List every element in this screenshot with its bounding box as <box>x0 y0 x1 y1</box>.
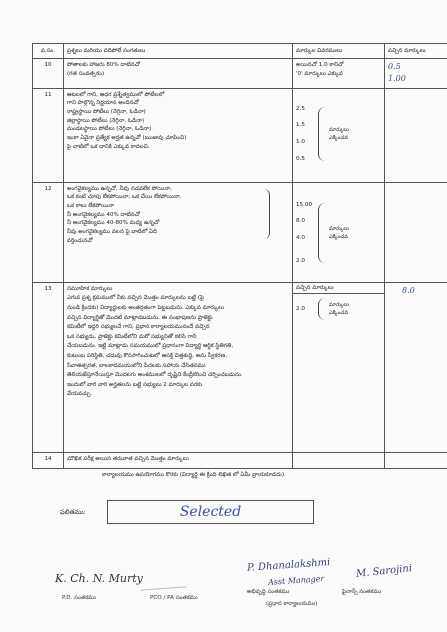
question-line: ఒక కంటి చూపు లేకపోయినా, ఒక చేయి లేకపోయినా, <box>67 194 182 201</box>
question-line: నీ అంగవైకల్యము 40-80% మధ్య ఉన్నచో <box>67 220 160 227</box>
question-line: వేయవచ్చు. <box>67 391 93 398</box>
signature-caption: అభివృద్ధి సంతకము <box>247 589 290 595</box>
score-value: 0.5 <box>296 155 305 162</box>
score-scale <box>296 185 381 266</box>
handwritten-mark: 0.5 <box>388 62 401 71</box>
header-serial: వ.సం. <box>33 44 64 59</box>
row-marks-received <box>385 59 447 89</box>
signature-caption: P.D. సంతకము <box>62 595 97 601</box>
score-value: 2.0 <box>296 257 305 264</box>
result-value: Selected <box>179 504 242 520</box>
row-question <box>64 452 293 468</box>
score-caption: ఎక్కించవ <box>329 135 349 142</box>
row-mark-detail <box>293 452 385 468</box>
row-question <box>64 88 293 182</box>
signature-caption: PCO / PA సంతకము <box>150 595 198 601</box>
row-marks-received <box>385 88 447 182</box>
question-line: ఎగువ ప్రశ్న క్రమములో నీకు వచ్చిన మొత్తం మార్కులను బట్టి (పై <box>67 295 205 302</box>
row-number: 11 <box>33 88 64 182</box>
question-line: నీవు అంగవైకల్యము వలన పై వాటిలో ఏది <box>67 229 157 236</box>
score-scale <box>296 91 381 164</box>
header-mark-details: మార్కుల వివరములు <box>293 44 385 59</box>
signature-caption: ఫైనాన్స్ సంతకము <box>342 589 382 595</box>
handwritten-mark: 8.0 <box>402 285 415 295</box>
row-mark-detail <box>293 282 385 452</box>
question-title: సమూహిక మార్కులు <box>67 285 113 292</box>
question-line: ఇందులో వారి వారి అర్హతలను బట్టి సభ్యులు 2 మార్కుల వరకు <box>67 381 203 388</box>
question-line: వచ్చిన విద్యార్థితో మొదటి మాట్లాడబడును. ఈ సంభాషణను ప్రాజెక్టు <box>67 314 213 321</box>
marks-received-label: వచ్చిన మార్కులు <box>293 283 384 295</box>
table-row <box>33 88 447 182</box>
brace-icon <box>318 107 325 162</box>
question-line: కమిటీలో ఇద్దరి సభ్యులచే గాని, ప్రధాన కార్యాలయమునందే వచ్చిన <box>67 324 210 331</box>
score-caption: ఎక్కించవ <box>329 310 349 317</box>
row-mark-detail <box>293 59 385 89</box>
score-value: 15.00 <box>296 201 313 208</box>
question-line: ఒక సభ్యుడు, ప్రాజెక్టు కమిటీలోని మరో సభ్యునితో కలిసి గాని <box>67 333 197 340</box>
question-line: చేయబడును. ఇట్టి మాట్లాడు సమయములో ప్రధానంగా విద్యార్థి ఆర్థిక స్థితిగతి, <box>67 343 234 350</box>
score-caption: ఎక్కించవ <box>329 234 349 241</box>
question-line: ఆటలలో గాని, ఆధర ప్రశ్నేత్వములో పోటీలలో <box>67 91 165 98</box>
row-question <box>64 59 293 89</box>
header-marks-received: వచ్చిన మార్కులు <box>385 44 447 59</box>
question-line: వర్తించునచో <box>67 237 93 244</box>
detail-line: '0' మార్కులు ఎక్కువ <box>296 70 344 77</box>
score-value: 2.0 <box>296 306 305 313</box>
result-label: ఫలితము: <box>60 508 86 516</box>
question-line: (గత సంవత్సరం) <box>67 70 105 77</box>
table-row <box>33 452 447 468</box>
brace-icon <box>318 203 325 264</box>
bracket-icon <box>264 189 270 239</box>
row-number: 14 <box>33 452 64 468</box>
question-line: సేవాతత్పరత, బాలకాదమయులోని పేదలకు సహాయ చేసితనము <box>67 362 206 369</box>
row-number: 10 <box>33 59 64 89</box>
question-line: జిల్లాస్థాయి పోటీలు (నెగ్గినా, ఓడినా) <box>67 117 145 124</box>
question-line: మండలస్థాయి పోటీలు (నెగ్గినా, ఓడినా) <box>67 126 152 133</box>
handwritten-mark: 1.00 <box>388 74 406 84</box>
question-line: ఒక కాలు లేకపోయినా <box>67 203 114 210</box>
score-caption: మార్కులు <box>329 302 349 309</box>
row-mark-detail <box>293 182 385 282</box>
row-marks-received <box>385 452 447 468</box>
signature-title: Asst Manager <box>267 574 325 587</box>
question-line: నుండి క్రిందకు) విద్యార్థులకు అంతర్గతంగా పెట్టబడును. ఎక్కువ మార్కులు <box>67 305 225 311</box>
signature-pd: K. Ch. N. Murty <box>55 572 143 585</box>
score-value: 8.0 <box>296 218 305 225</box>
question-line: పోతాలకు హాజరు 80% దాటినచో <box>67 62 140 68</box>
marks-table <box>32 43 447 469</box>
table-row <box>33 59 447 89</box>
signature-caption: (ప్రధాన కార్యాలయము) <box>266 601 318 607</box>
question-line: ఇంకా ఏవైనా ప్రత్యేక అర్హత ఉన్నచో (ఋజువు చూపించి) <box>67 135 187 142</box>
score-value: 1.0 <box>296 139 305 146</box>
question-line: పై వాటిలో ఒక దానికి ఎక్కువ కాదలచి. <box>67 143 150 150</box>
question-line: నీ అంగవైకల్యము 40% దాటినచో <box>67 211 140 218</box>
question-line: రాష్ట్రస్థాయి పోటీలు (నెగ్గినా, ఓడినా) <box>67 109 146 116</box>
table-row <box>33 182 447 282</box>
detail-line: అయినచో 1.0 కానిచో <box>296 62 344 68</box>
score-value: 1.5 <box>296 122 305 129</box>
score-value: 4.0 <box>296 235 305 242</box>
office-use-note: కార్యాలయము ఉపయోగము కొరకు (విద్యార్థి ఈ క్రింది లిఖిత లో ఏమీ వ్రాయకూడదు). <box>102 472 286 478</box>
row-number: 12 <box>33 182 64 282</box>
brace-icon <box>318 298 325 320</box>
score-value: 2.5 <box>296 105 305 112</box>
score-caption: మార్కులు <box>329 225 349 232</box>
header-questions: ప్రశ్నలు మరియు వదిపోలే సంగతులు <box>64 44 293 59</box>
table-row <box>33 282 447 452</box>
question-line: కుటుంబ పరిస్థితి, చదువు కొనసాగించుటలో ఆసక్తి చిత్తశుద్ధి, అను స్వీకరణ, <box>67 353 227 360</box>
score-scale <box>296 296 381 322</box>
row-mark-detail <box>293 88 385 182</box>
row-marks-received <box>385 282 447 452</box>
question-line: అంగవైకల్యము ఉన్నచో, నీవు నడవలేక పోయినా, <box>67 185 173 192</box>
result-field <box>107 500 314 524</box>
row-question <box>64 182 293 282</box>
question-line: తెలియజేస్తూనేయిస్తూ మొదలగు అంశములలో దృష్టిని కేంద్రీకరించి చర్చించబడును. <box>67 372 243 379</box>
table-header-row <box>33 44 447 59</box>
signature-finance: M. Sarojini <box>355 563 413 580</box>
question-line: గాని పాల్గొన్న నిర్ణయాన అందినచో <box>67 100 139 107</box>
row-marks-received <box>385 182 447 282</box>
question-line: మౌఖిక పరీక్ష అయిన తరువాత వచ్చిన మొత్తం మార్కులు <box>67 455 189 462</box>
row-number: 13 <box>33 282 64 452</box>
score-caption: మార్కులు <box>329 126 349 133</box>
signature-development: P. Dhanalakshmi <box>246 557 331 574</box>
row-question <box>64 282 293 452</box>
signature-pco-scribble <box>140 572 187 590</box>
